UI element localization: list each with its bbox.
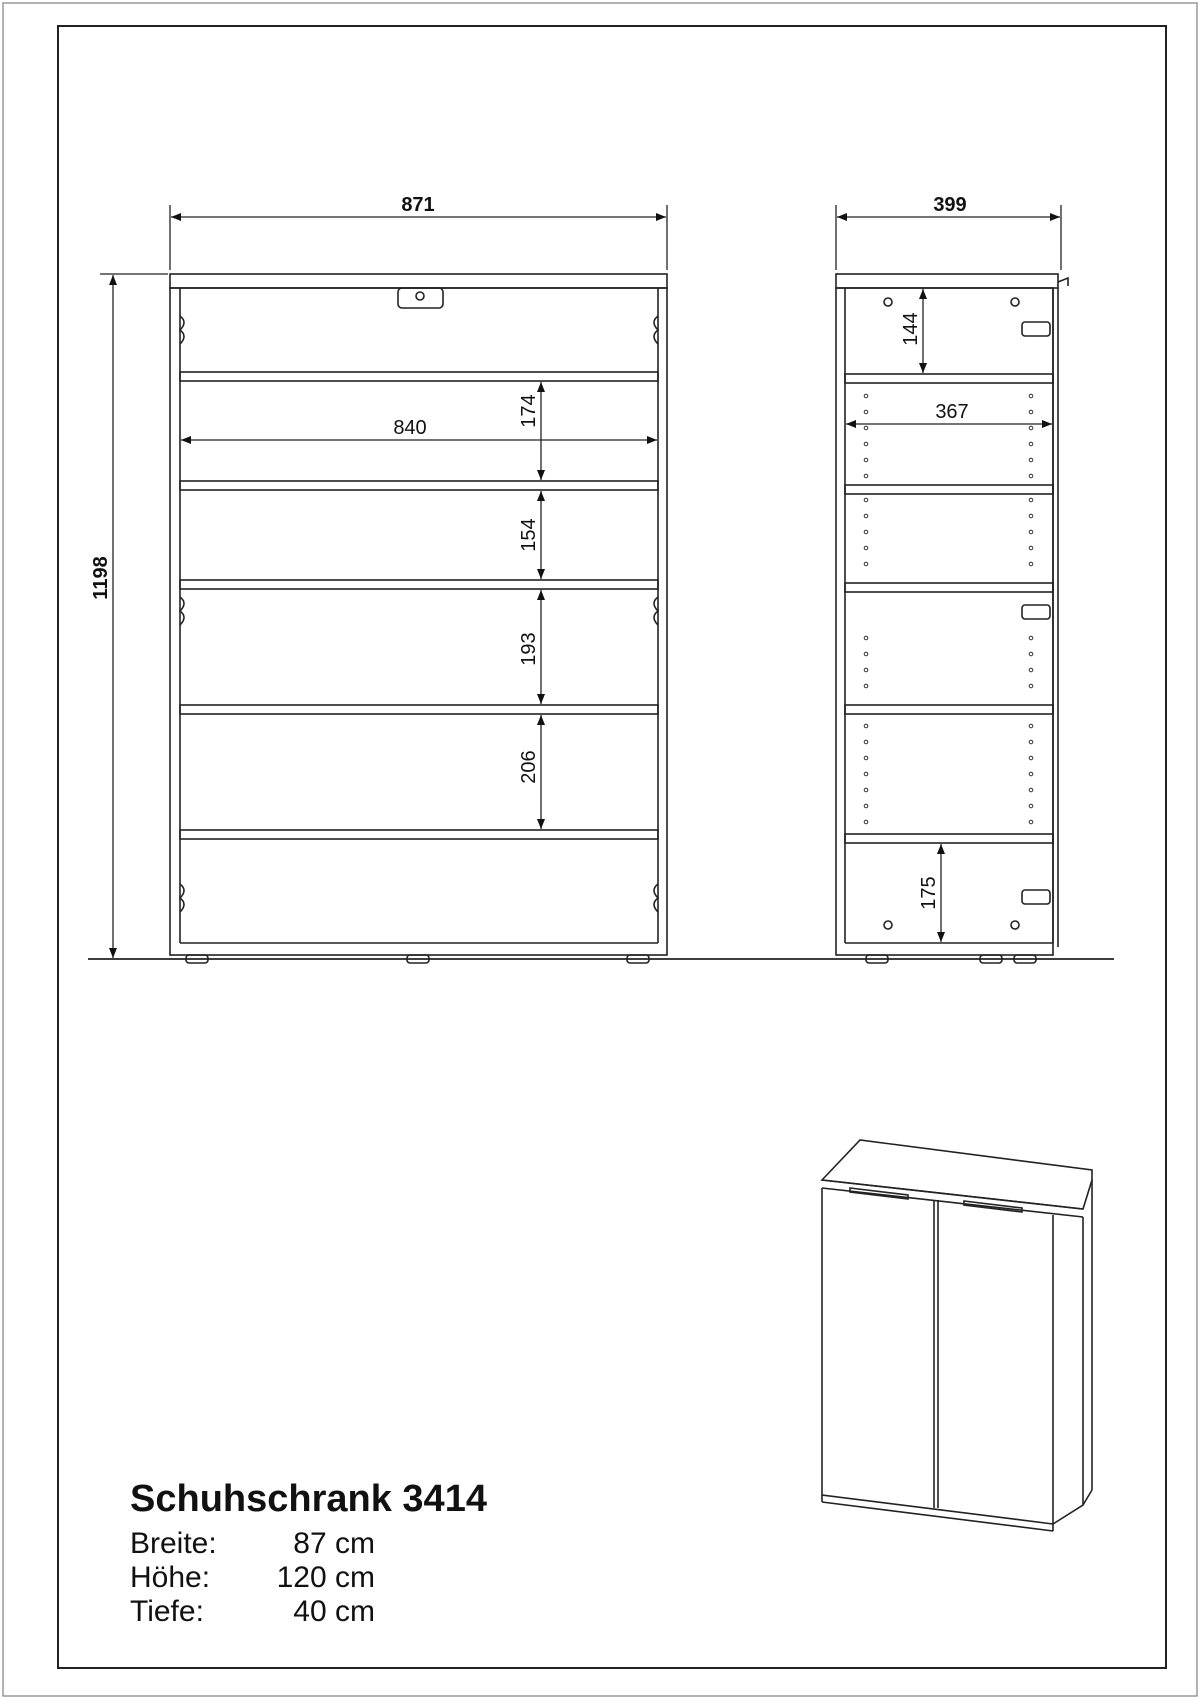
shelf-pin-hole	[1029, 684, 1033, 688]
shelf-pin-hole	[1029, 740, 1033, 744]
shelf-pin-hole	[864, 394, 868, 398]
shelf-pin-hole	[1029, 498, 1033, 502]
shelf-pin-hole	[1029, 546, 1033, 550]
shelf-pin-hole	[864, 636, 868, 640]
shelf-pin-hole	[1029, 636, 1033, 640]
inner-frame	[58, 26, 1166, 1668]
side-shelf-3	[845, 583, 1053, 592]
shelf-pin-hole	[864, 410, 868, 414]
shelf-pin-hole	[1029, 394, 1033, 398]
shelf-pin-hole	[1029, 756, 1033, 760]
shelf-pin-hole	[1029, 804, 1033, 808]
front-shelf-5	[180, 830, 658, 839]
shelf-pin-hole	[1029, 530, 1033, 534]
shelf-pin-hole	[864, 530, 868, 534]
side-dimensions	[836, 205, 1061, 942]
front-shelf-1	[180, 372, 658, 381]
side-shelf-4	[845, 705, 1053, 714]
front-overall-width-label: 871	[401, 194, 435, 216]
shelf-pin-hole	[1029, 652, 1033, 656]
shelf-pin-hole	[1029, 772, 1033, 776]
shelf-pin-hole	[864, 458, 868, 462]
shelf-pin-hole	[864, 474, 868, 478]
compartment-label-1: 174	[518, 394, 540, 428]
front-shelf-3	[180, 580, 658, 589]
side-overall-depth-label: 399	[933, 194, 967, 216]
compartment-label-2: 154	[518, 518, 540, 552]
shelf-pin-hole	[864, 562, 868, 566]
shelf-pin-hole	[1029, 458, 1033, 462]
side-hinge-top	[1022, 322, 1050, 336]
spec-row-depth	[130, 1595, 487, 1629]
side-shelf-5	[845, 834, 1053, 843]
side-view	[836, 274, 1068, 963]
shelf-pin-hole	[864, 740, 868, 744]
shelf-pin-hole	[864, 788, 868, 792]
side-carcass	[836, 288, 1053, 955]
spec-row-height	[130, 1561, 487, 1595]
compartment-label-3: 193	[518, 632, 540, 666]
side-top-compartment-label: 144	[900, 312, 922, 346]
shelf-pin-hole	[1029, 410, 1033, 414]
side-inner-depth-label: 367	[935, 401, 969, 423]
shelf-pin-hole	[864, 426, 868, 430]
shelf-pin-hole	[864, 514, 868, 518]
front-shelf-2	[180, 481, 658, 490]
shelf-pin-hole	[1029, 820, 1033, 824]
front-inner-width-label: 840	[393, 417, 427, 439]
compartment-label-4: 206	[518, 750, 540, 784]
lock-plate	[398, 288, 443, 308]
shelf-pin-hole	[1029, 724, 1033, 728]
product-title: Schuhschrank 3414	[130, 1478, 487, 1520]
spec-row-width	[130, 1527, 487, 1561]
product-specs	[130, 1478, 487, 1629]
side-hinge-bottom	[1022, 890, 1050, 904]
side-hinge-mid	[1022, 605, 1050, 619]
perspective-view	[822, 1140, 1092, 1531]
spec-value: 40 cm	[293, 1595, 375, 1628]
front-view	[170, 274, 667, 963]
perspective-side	[1053, 1217, 1083, 1524]
shelf-pin-hole	[1029, 668, 1033, 672]
spec-value: 120 cm	[276, 1561, 375, 1594]
shelf-pin-hole	[864, 724, 868, 728]
shelf-pin-hole	[864, 820, 868, 824]
shelf-pin-hole	[1029, 562, 1033, 566]
shelf-pin-hole	[864, 442, 868, 446]
front-dimensions	[100, 205, 667, 958]
spec-label: Breite:	[130, 1527, 217, 1560]
perspective-top	[822, 1140, 1092, 1209]
shelf-pin-hole	[864, 772, 868, 776]
shelf-pin-hole	[864, 668, 868, 672]
shelf-pin-hole	[1029, 426, 1033, 430]
shelf-pin-hole	[1029, 442, 1033, 446]
shelf-pin-hole	[1029, 788, 1033, 792]
side-shelf-2	[845, 485, 1053, 494]
shelf-pin-hole	[864, 756, 868, 760]
shelf-pin-hole	[1029, 514, 1033, 518]
shelf-pin-hole	[864, 804, 868, 808]
front-carcass	[170, 288, 667, 955]
side-shelf-1	[845, 374, 1053, 383]
shelf-pin-hole	[864, 498, 868, 502]
side-bottom-compartment-label: 175	[918, 876, 940, 910]
front-overall-height-label: 1198	[90, 556, 112, 600]
shelf-pin-hole	[1029, 474, 1033, 478]
shelf-pin-hole	[864, 546, 868, 550]
shelf-pin-holes	[864, 394, 1033, 824]
spec-label: Tiefe:	[130, 1595, 204, 1628]
side-top-plate	[836, 274, 1058, 288]
front-top-plate	[170, 274, 667, 288]
shelf-pin-hole	[864, 684, 868, 688]
perspective-handle-left	[850, 1188, 908, 1199]
front-shelf-4	[180, 705, 658, 714]
spec-value: 87 cm	[293, 1527, 375, 1560]
spec-label: Höhe:	[130, 1561, 211, 1594]
outer-frame	[3, 3, 1197, 1696]
shelf-pin-hole	[864, 652, 868, 656]
